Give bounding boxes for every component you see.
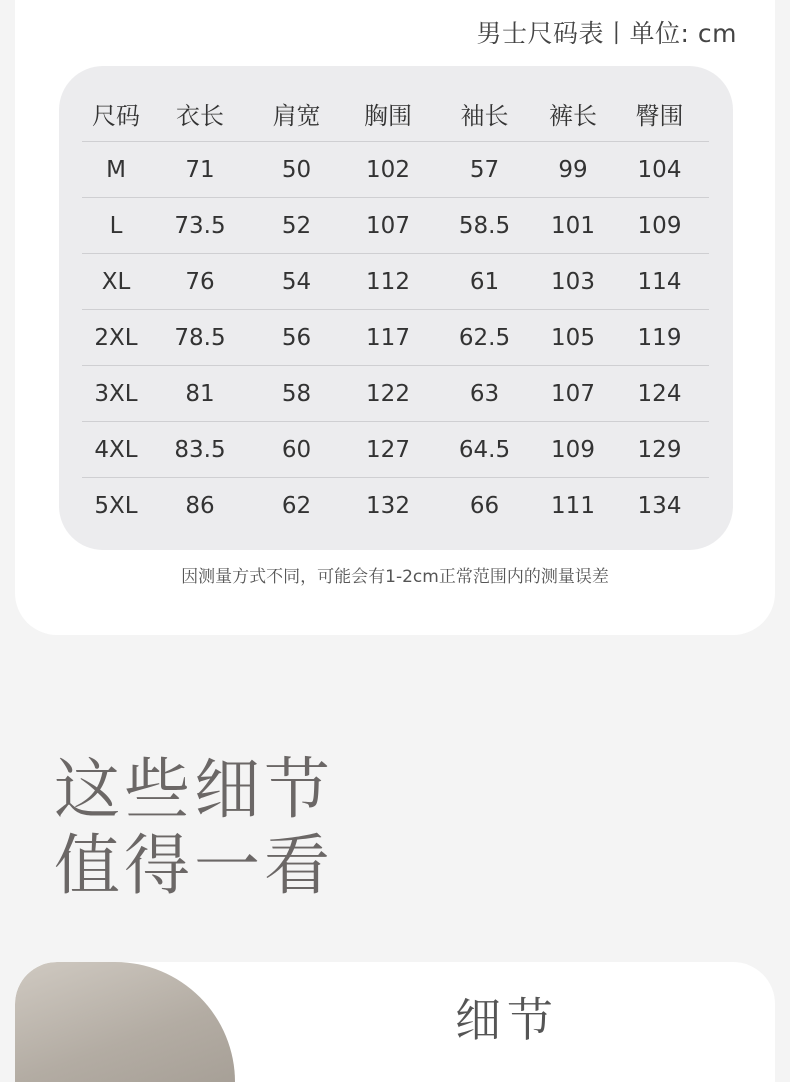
table-cell: 58 <box>250 366 343 422</box>
detail-preview-card <box>15 962 775 1082</box>
table-cell: 124 <box>610 366 709 422</box>
table-cell: 5XL <box>94 492 138 519</box>
details-heading-line2: 值得一看 <box>54 827 334 904</box>
table-header-row <box>82 86 709 142</box>
table-cell: 114 <box>610 254 709 310</box>
table-cell: 109 <box>536 422 610 478</box>
table-row <box>82 478 709 534</box>
table-cell: 127 <box>343 422 433 478</box>
table-cell: 109 <box>610 198 709 254</box>
detail-caption: 细节 <box>455 993 559 1047</box>
table-cell: 86 <box>185 492 215 519</box>
table-cell: 78.5 <box>150 310 250 366</box>
table-cell: 60 <box>250 422 343 478</box>
table-row <box>82 142 709 198</box>
table-row <box>82 310 709 366</box>
table-cell: M <box>82 142 150 198</box>
measurement-note: 因测量方式不同，可能会有1-2cm正常范围内的测量误差 <box>181 567 609 587</box>
table-cell: 71 <box>150 142 250 198</box>
table-cell: 50 <box>250 142 343 198</box>
table-cell: 76 <box>150 254 250 310</box>
table-row <box>82 366 709 422</box>
table-cell: 66 <box>469 492 500 519</box>
table-cell: 62 <box>281 492 312 519</box>
table-cell: 105 <box>536 310 610 366</box>
product-photo <box>15 962 235 1082</box>
size-table-container <box>59 66 733 550</box>
table-cell: 111 <box>551 492 595 519</box>
table-cell: 122 <box>343 366 433 422</box>
table-cell: 57 <box>433 142 536 198</box>
table-cell: 104 <box>610 142 709 198</box>
size-chart-title: 男士尺码表丨单位: cm <box>476 19 737 48</box>
details-heading <box>54 752 334 904</box>
size-table <box>82 86 709 533</box>
table-cell: 73.5 <box>150 198 250 254</box>
table-cell: 103 <box>536 254 610 310</box>
table-cell: 64.5 <box>433 422 536 478</box>
table-cell: 4XL <box>82 422 150 478</box>
table-cell: 134 <box>637 492 682 519</box>
header-cell: 裤长 <box>536 86 610 142</box>
table-cell: 117 <box>343 310 433 366</box>
table-cell: 129 <box>610 422 709 478</box>
table-cell: XL <box>82 254 150 310</box>
table-cell: 112 <box>343 254 433 310</box>
table-cell: 2XL <box>82 310 150 366</box>
table-cell: 52 <box>250 198 343 254</box>
header-cell: 尺码 <box>82 86 150 142</box>
table-cell: 56 <box>250 310 343 366</box>
details-heading-line1: 这些细节 <box>54 751 334 828</box>
header-cell: 袖长 <box>433 86 536 142</box>
table-cell: 107 <box>536 366 610 422</box>
table-cell: 62.5 <box>433 310 536 366</box>
header-cell: 臀围 <box>610 86 709 142</box>
table-cell: 63 <box>433 366 536 422</box>
table-cell: 132 <box>366 492 410 519</box>
table-row <box>82 254 709 310</box>
header-cell: 肩宽 <box>250 86 343 142</box>
table-cell: 81 <box>150 366 250 422</box>
header-cell: 衣长 <box>150 86 250 142</box>
table-row <box>82 198 709 254</box>
table-cell: 107 <box>343 198 433 254</box>
table-cell: 83.5 <box>150 422 250 478</box>
table-cell: 119 <box>610 310 709 366</box>
table-cell: 101 <box>536 198 610 254</box>
table-cell: 99 <box>536 142 610 198</box>
table-cell: L <box>82 198 150 254</box>
table-cell: 102 <box>343 142 433 198</box>
table-cell: 58.5 <box>433 198 536 254</box>
size-chart-card <box>15 0 775 635</box>
table-cell: 3XL <box>82 366 150 422</box>
table-cell: 61 <box>433 254 536 310</box>
table-row <box>82 422 709 478</box>
table-cell: 54 <box>250 254 343 310</box>
header-cell: 胸围 <box>343 86 433 142</box>
